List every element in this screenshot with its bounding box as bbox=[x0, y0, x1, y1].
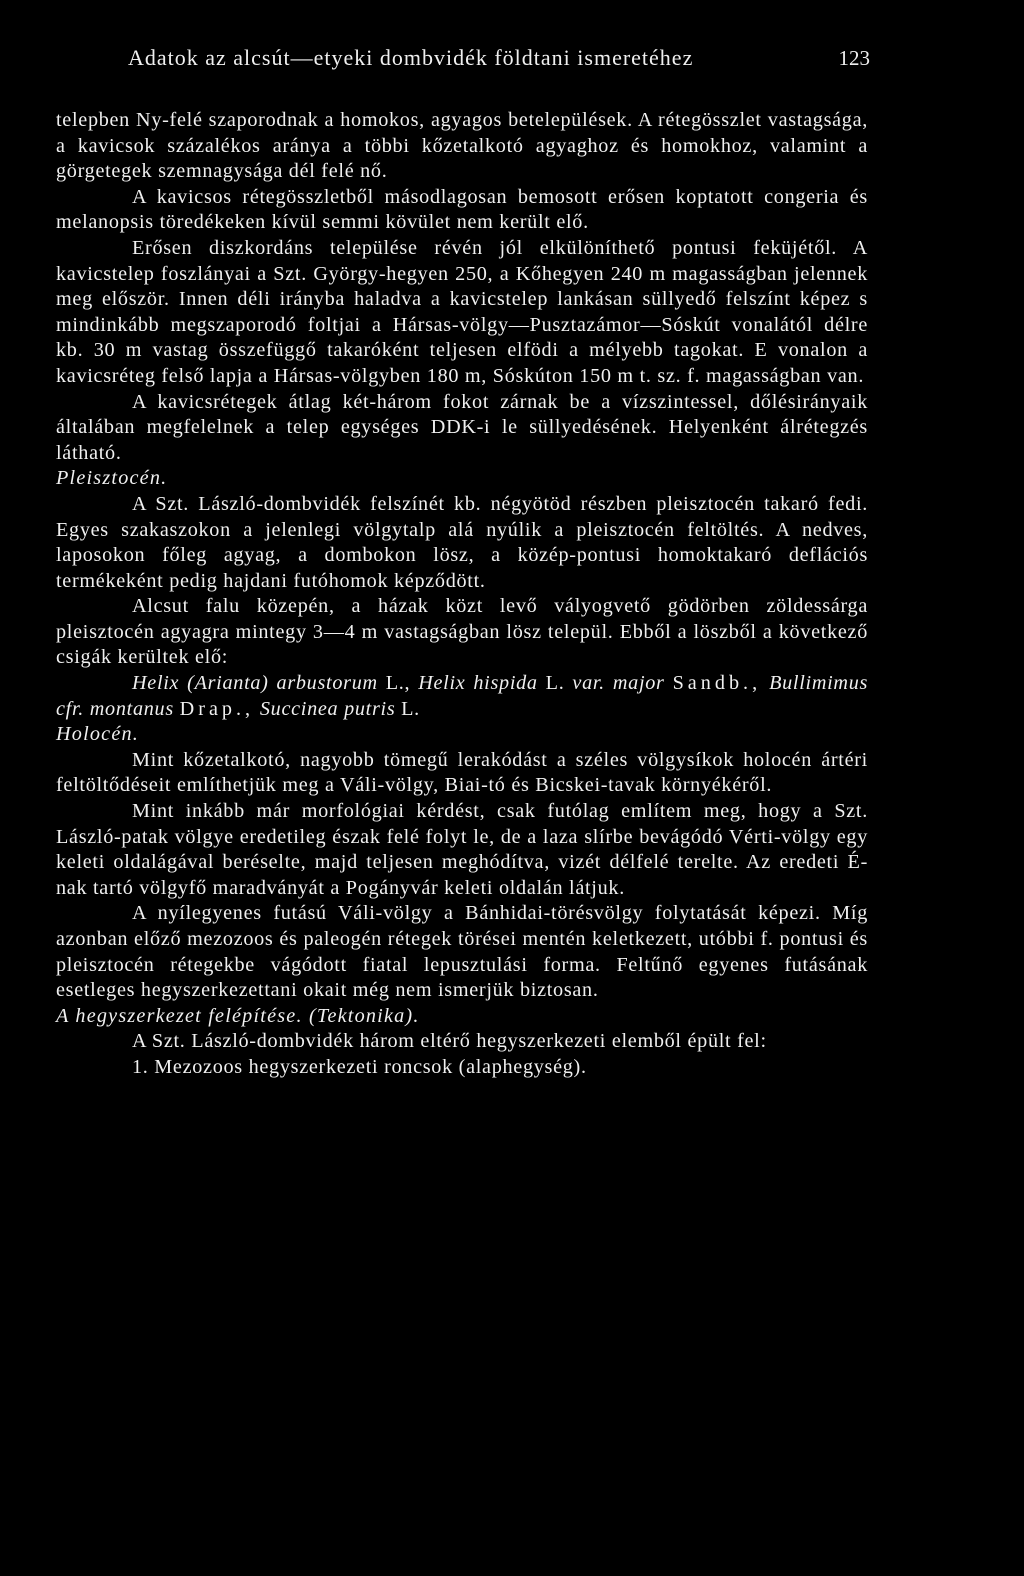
running-title: Adatok az alcsút—etyeki dombvidék földtani ismeretéhez bbox=[128, 45, 694, 70]
paragraph: Mint kőzetalkotó, nagyobb tömegű lerakódást a széles völgysíkok holocén ártéri feltöltődéseit említhetjük meg a Váli-völgy, Biai-tó és Bicskei-tavak környékéről. bbox=[56, 748, 868, 797]
species-author: Drap., bbox=[179, 697, 255, 720]
paragraph: Alcsut falu közepén, a házak közt levő vályogvető gödörben zöldessárga pleisztocén agyagra mintegy 3—4 m vastagságban lösz települ. Ebből a löszből a következő csigák kerültek elő: bbox=[56, 595, 868, 669]
section-heading-pleisztocen: Pleisztocén. bbox=[56, 467, 168, 490]
page-number: 123 bbox=[838, 45, 870, 70]
list-item: 1. Mezozoos hegyszerkezeti roncsok (alaphegység). bbox=[132, 1055, 587, 1078]
paragraph: A nyílegyenes futású Váli-völgy a Bánhidai-törésvölgy folytatását képezi. Míg azonban előző mezozoos és paleogén rétegek törései mentén keletkezett, utóbbi f. pontusi és pleisztocén rétegekbe vágódott fiatal lepusztulási forma. Feltűnő egyenes futásának esetleges hegyszerkezettani okait még nem ismerjük biztosan. bbox=[56, 902, 868, 1002]
paragraph: A Szt. László-dombvidék három eltérő hegyszerkezeti elemből épült fel: bbox=[132, 1030, 767, 1053]
paragraph: A kavicsrétegek átlag két-három fokot zárnak be a vízszintessel, dőlésirányaik általában megfelelnek a telep egységes DDK-i le süllyedésének. Helyenként álrétegzés látható. bbox=[56, 390, 868, 464]
species-list bbox=[56, 671, 868, 722]
paragraph: telepben Ny-felé szaporodnak a homokos, agyagos betelepülések. A rétegösszlet vastagsága, a kavicsok százalékos aránya a többi kőzetalkotó agyaghoz és homokhoz, valamint a görgetegek szemnagysága dél felé nő. bbox=[56, 109, 868, 183]
species-name: Bullimimus cfr. montanus bbox=[56, 672, 869, 720]
paragraph: Erősen diszkordáns települése révén jól elkülöníthető pontusi feküjétől. A kavicstelep foszlányai a Szt. György-hegyen 250, a Kőhegyen 240 m magasságban jelennek meg először. Innen déli irányba haladva a kavicstelep lankásan süllyedő felszínt képez s mindinkább megszaporodó foltjai a Hársas-völgy—Pusztazámor—Sóskút vonalától délre kb. 30 m vastag összefüggő takaróként teljesen elfödi a mélyebb tagokat. E vonalon a kavicsréteg felső lapja a Hársas-völgyben 180 m, Sóskúton 150 m t. sz. f. magasságban van. bbox=[56, 236, 868, 387]
species-author: L. bbox=[401, 697, 420, 720]
species-author: Sandb., bbox=[672, 672, 762, 695]
species-name: Succinea putris bbox=[259, 697, 396, 720]
species-variety: var. major bbox=[572, 672, 665, 695]
running-header bbox=[128, 40, 870, 76]
paragraph: A kavicsos rétegösszletből másodlagosan bemosott erősen koptatott congeria és melanopsis töredékeken kívül semmi kövület nem került elő. bbox=[56, 185, 868, 234]
species-name: Helix (Arianta) arbustorum bbox=[132, 672, 378, 695]
section-heading-tektonika: A hegyszerkezet felépítése. (Tektonika). bbox=[56, 1004, 420, 1027]
section-heading-holocen: Holocén. bbox=[56, 723, 140, 746]
species-name: Helix hispida bbox=[418, 672, 538, 695]
species-author: L. bbox=[545, 672, 565, 695]
paragraph: Mint inkább már morfológiai kérdést, csak futólag említem meg, hogy a Szt. László-patak völgye eredetileg észak felé folyt le, de a laza slírbe bevágódó Vérti-völgy egy keleti oldalágával beréselte, majd teljesen meghódítva, vizét délfelé terelte. Az eredeti É-nak tartó völgyfő maradványát a Pogányvár keleti oldalán látjuk. bbox=[56, 800, 868, 899]
paragraph: A Szt. László-dombvidék felszínét kb. négyötöd részben pleisztocén takaró fedi. Egyes szakaszokon a jelenlegi völgytalp alá nyúlik a pleisztocén feltöltés. A nedves, laposokon főleg agyag, a dombokon lösz, a közép-pontusi homoktakaró deflációs termékeként pedig hajdani futóhomok képződött. bbox=[56, 492, 868, 592]
species-author: L., bbox=[385, 672, 411, 695]
body-text bbox=[56, 108, 868, 1081]
